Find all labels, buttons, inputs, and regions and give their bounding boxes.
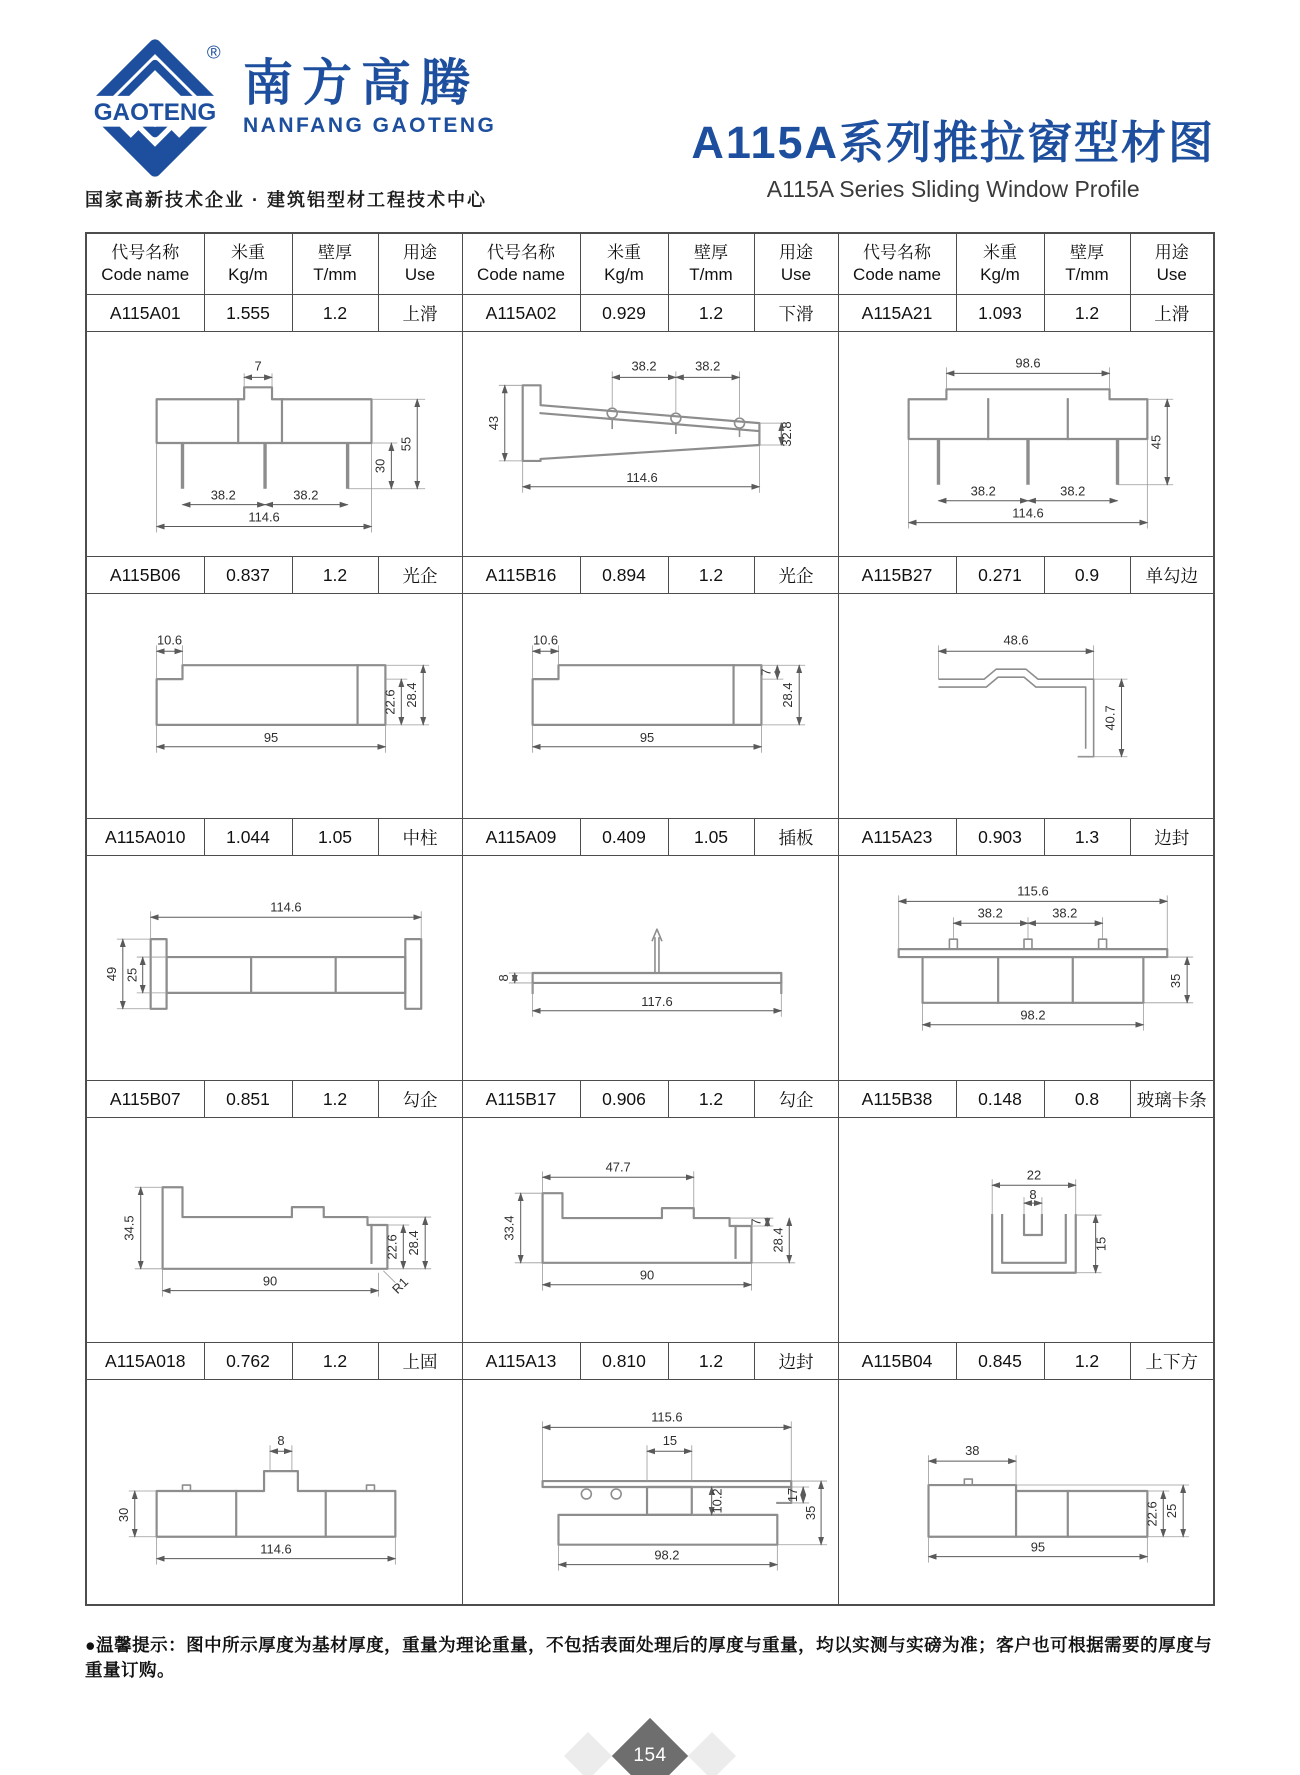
profile-kgm: 0.271	[956, 557, 1044, 594]
col-header-kgm: 米重 Kg/m	[580, 233, 668, 295]
profile-code: A115B38	[838, 1081, 956, 1118]
page-header	[0, 0, 1300, 218]
profile-kgm: 0.762	[204, 1343, 292, 1380]
profile-tmm: 1.2	[292, 1343, 378, 1380]
svg-text:48.6: 48.6	[1003, 632, 1029, 648]
profile-tmm: 1.2	[292, 295, 378, 332]
profile-tmm: 1.2	[668, 557, 754, 594]
svg-text:95: 95	[264, 729, 279, 745]
profile-drawing-a115b07	[86, 1118, 462, 1343]
svg-text:15: 15	[662, 1433, 678, 1449]
svg-text:114.6: 114.6	[626, 469, 658, 485]
col-header-use: 用途 Use	[1130, 233, 1214, 295]
svg-text:28.4: 28.4	[770, 1227, 786, 1253]
profile-drawing-a115a01	[86, 332, 462, 557]
profile-tmm: 1.2	[1044, 295, 1130, 332]
svg-text:55: 55	[398, 436, 414, 452]
svg-text:49: 49	[104, 966, 120, 982]
svg-text:115.6: 115.6	[1017, 883, 1049, 899]
svg-text:115.6: 115.6	[651, 1409, 683, 1425]
col-header-use: 用途 Use	[378, 233, 462, 295]
profile-drawing-a115b06	[86, 594, 462, 819]
col-header-kgm: 米重 Kg/m	[956, 233, 1044, 295]
col-header-code: 代号名称 Code name	[86, 233, 204, 295]
profile-code: A115B16	[462, 557, 580, 594]
page-title: A115A系列推拉窗型材图	[691, 117, 1215, 168]
svg-text:90: 90	[639, 1267, 655, 1283]
table-row	[86, 1081, 1214, 1118]
profile-use: 上下方	[1130, 1343, 1214, 1380]
svg-text:38: 38	[964, 1443, 980, 1459]
profile-code: A115A21	[838, 295, 956, 332]
decor-diamond-left	[564, 1732, 612, 1775]
profile-use: 上固	[378, 1343, 462, 1380]
svg-text:38.2: 38.2	[1059, 483, 1086, 499]
table-row	[86, 1343, 1214, 1380]
svg-text:38.2: 38.2	[210, 487, 237, 503]
profile-tmm: 1.2	[1044, 1343, 1130, 1380]
profile-code: A115A010	[86, 819, 204, 856]
svg-text:22.6: 22.6	[1144, 1501, 1160, 1527]
profile-kgm: 0.903	[956, 819, 1044, 856]
col-header-tmm: 壁厚 T/mm	[1044, 233, 1130, 295]
svg-text:7: 7	[254, 358, 262, 374]
profile-drawing-a115a13	[462, 1380, 838, 1606]
svg-text:38.2: 38.2	[977, 905, 1003, 921]
profile-tmm: 1.05	[668, 819, 754, 856]
svg-text:34.5: 34.5	[121, 1215, 137, 1241]
profile-tmm: 1.2	[292, 1081, 378, 1118]
footer-note: ●温馨提示：图中所示厚度为基材厚度，重量为理论重量，不包括表面处理后的厚度与重量，均以实测与实磅为准；客户也可根据需要的厚度与重量订购。	[85, 1635, 1213, 1680]
svg-text:10.2: 10.2	[709, 1488, 725, 1514]
svg-text:98.6: 98.6	[1015, 355, 1041, 371]
profile-drawing-a115b38	[838, 1118, 1214, 1343]
profile-code: A115A13	[462, 1343, 580, 1380]
profile-kgm: 0.837	[204, 557, 292, 594]
svg-text:98.2: 98.2	[1020, 1007, 1046, 1023]
col-header-code: 代号名称 Code name	[838, 233, 956, 295]
profile-use: 勾企	[378, 1081, 462, 1118]
profile-kgm: 1.093	[956, 295, 1044, 332]
svg-text:R1: R1	[389, 1274, 412, 1297]
svg-text:95: 95	[1030, 1539, 1045, 1555]
company-name-en: NANFANG GAOTENG	[243, 114, 497, 137]
diamond-logo-icon	[85, 38, 225, 178]
profile-drawing-a115a018	[86, 1380, 462, 1606]
svg-text:10.6: 10.6	[532, 632, 559, 648]
svg-text:38.2: 38.2	[293, 487, 319, 503]
svg-text:8: 8	[277, 1433, 285, 1449]
svg-text:98.2: 98.2	[654, 1547, 680, 1563]
profile-drawing-a115a02	[462, 332, 838, 557]
svg-text:28.4: 28.4	[780, 682, 796, 708]
svg-text:38.2: 38.2	[631, 358, 657, 374]
profile-drawing-a115b04	[838, 1380, 1214, 1606]
table-row	[86, 819, 1214, 856]
profile-tmm: 1.2	[668, 295, 754, 332]
profile-code: A115A09	[462, 819, 580, 856]
profile-use: 插板	[754, 819, 838, 856]
drawing-row	[86, 332, 1214, 557]
svg-text:8: 8	[495, 974, 511, 982]
drawing-row	[86, 594, 1214, 819]
svg-text:30: 30	[372, 458, 388, 474]
profile-code: A115A02	[462, 295, 580, 332]
svg-text:22.6: 22.6	[384, 1234, 400, 1260]
profile-use: 上滑	[378, 295, 462, 332]
page-subtitle: A115A Series Sliding Window Profile	[766, 176, 1140, 202]
col-header-tmm: 壁厚 T/mm	[668, 233, 754, 295]
profile-use: 边封	[1130, 819, 1214, 856]
profile-tmm: 0.8	[1044, 1081, 1130, 1118]
svg-text:47.7: 47.7	[605, 1159, 631, 1175]
profile-code: A115B04	[838, 1343, 956, 1380]
profile-use: 中柱	[378, 819, 462, 856]
svg-text:7: 7	[748, 1218, 764, 1226]
profile-drawing-a115a09	[462, 856, 838, 1081]
svg-text:117.6: 117.6	[641, 993, 673, 1009]
profile-kgm: 1.044	[204, 819, 292, 856]
profile-kgm: 0.148	[956, 1081, 1044, 1118]
profile-drawing-a115a010	[86, 856, 462, 1081]
company-name-cn: 南方高腾	[243, 55, 479, 111]
profile-spec-table	[85, 232, 1215, 1606]
svg-text:38.2: 38.2	[970, 483, 996, 499]
svg-text:22.6: 22.6	[382, 689, 398, 715]
profile-tmm: 1.2	[292, 557, 378, 594]
profile-kgm: 1.555	[204, 295, 292, 332]
svg-text:114.6: 114.6	[1012, 505, 1044, 521]
page-number-block	[0, 1716, 1300, 1775]
svg-text:15: 15	[1093, 1236, 1109, 1252]
svg-text:8: 8	[1029, 1187, 1037, 1203]
profile-code: A115B06	[86, 557, 204, 594]
table-row	[86, 557, 1214, 594]
svg-text:25: 25	[1163, 1503, 1179, 1519]
profile-tmm: 1.3	[1044, 819, 1130, 856]
svg-text:10.6: 10.6	[157, 632, 183, 648]
company-tagline: 国家高新技术企业 · 建筑铝型材工程技术中心	[85, 190, 487, 210]
profile-drawing-a115a23	[838, 856, 1214, 1081]
svg-text:90: 90	[263, 1273, 278, 1289]
profile-code: A115A01	[86, 295, 204, 332]
profile-drawing-a115b17	[462, 1118, 838, 1343]
profile-drawing-a115b27	[838, 594, 1214, 819]
svg-text:114.6: 114.6	[270, 899, 302, 915]
svg-text:30: 30	[116, 1507, 132, 1523]
profile-code: A115B27	[838, 557, 956, 594]
col-header-code: 代号名称 Code name	[462, 233, 580, 295]
drawing-row	[86, 1118, 1214, 1343]
col-header-kgm: 米重 Kg/m	[204, 233, 292, 295]
profile-kgm: 0.845	[956, 1343, 1044, 1380]
svg-text:32.8: 32.8	[779, 421, 795, 447]
profile-code: A115A23	[838, 819, 956, 856]
profile-code: A115A018	[86, 1343, 204, 1380]
page-number: 154	[633, 1745, 667, 1766]
profile-kgm: 0.894	[580, 557, 668, 594]
profile-use: 光企	[754, 557, 838, 594]
profile-drawing-a115b16	[462, 594, 838, 819]
registered-mark: ®	[206, 41, 221, 63]
svg-text:114.6: 114.6	[248, 509, 280, 525]
company-logo	[85, 38, 225, 178]
profile-use: 光企	[378, 557, 462, 594]
svg-text:7: 7	[758, 668, 774, 676]
svg-text:45: 45	[1148, 434, 1164, 450]
svg-text:95: 95	[639, 729, 655, 745]
profile-drawing-a115a21	[838, 332, 1214, 557]
svg-text:38.2: 38.2	[695, 358, 721, 374]
profile-use: 单勾边	[1130, 557, 1214, 594]
profile-code: A115B17	[462, 1081, 580, 1118]
profile-tmm: 1.2	[668, 1081, 754, 1118]
svg-text:35: 35	[1167, 973, 1183, 989]
profile-use: 下滑	[754, 295, 838, 332]
profile-kgm: 0.409	[580, 819, 668, 856]
svg-text:38.2: 38.2	[1051, 905, 1078, 921]
logo-text: GAOTENG	[93, 99, 217, 127]
profile-kgm: 0.810	[580, 1343, 668, 1380]
profile-kgm: 0.851	[204, 1081, 292, 1118]
profile-kgm: 0.929	[580, 295, 668, 332]
table-row	[86, 295, 1214, 332]
profile-tmm: 0.9	[1044, 557, 1130, 594]
profile-use: 边封	[754, 1343, 838, 1380]
profile-use: 勾企	[754, 1081, 838, 1118]
svg-text:114.6: 114.6	[260, 1541, 292, 1557]
decor-diamond-right	[688, 1732, 736, 1775]
profile-tmm: 1.2	[668, 1343, 754, 1380]
profile-tmm: 1.05	[292, 819, 378, 856]
svg-text:17: 17	[785, 1487, 801, 1503]
profile-code: A115B07	[86, 1081, 204, 1118]
svg-text:33.4: 33.4	[501, 1215, 517, 1241]
svg-text:22: 22	[1026, 1167, 1041, 1183]
company-name-block	[243, 38, 496, 138]
col-header-tmm: 壁厚 T/mm	[292, 233, 378, 295]
drawing-row	[86, 856, 1214, 1081]
profile-use: 上滑	[1130, 295, 1214, 332]
svg-text:35: 35	[803, 1505, 819, 1521]
svg-text:25: 25	[124, 967, 140, 983]
svg-text:28.4: 28.4	[406, 1230, 422, 1256]
svg-text:28.4: 28.4	[404, 682, 420, 708]
page-title-block	[691, 106, 1215, 203]
col-header-use: 用途 Use	[754, 233, 838, 295]
svg-text:40.7: 40.7	[1102, 705, 1118, 731]
table-header-row	[86, 233, 1214, 295]
profile-use: 玻璃卡条	[1130, 1081, 1214, 1118]
svg-text:43: 43	[485, 415, 501, 431]
drawing-row	[86, 1380, 1214, 1606]
profile-kgm: 0.906	[580, 1081, 668, 1118]
